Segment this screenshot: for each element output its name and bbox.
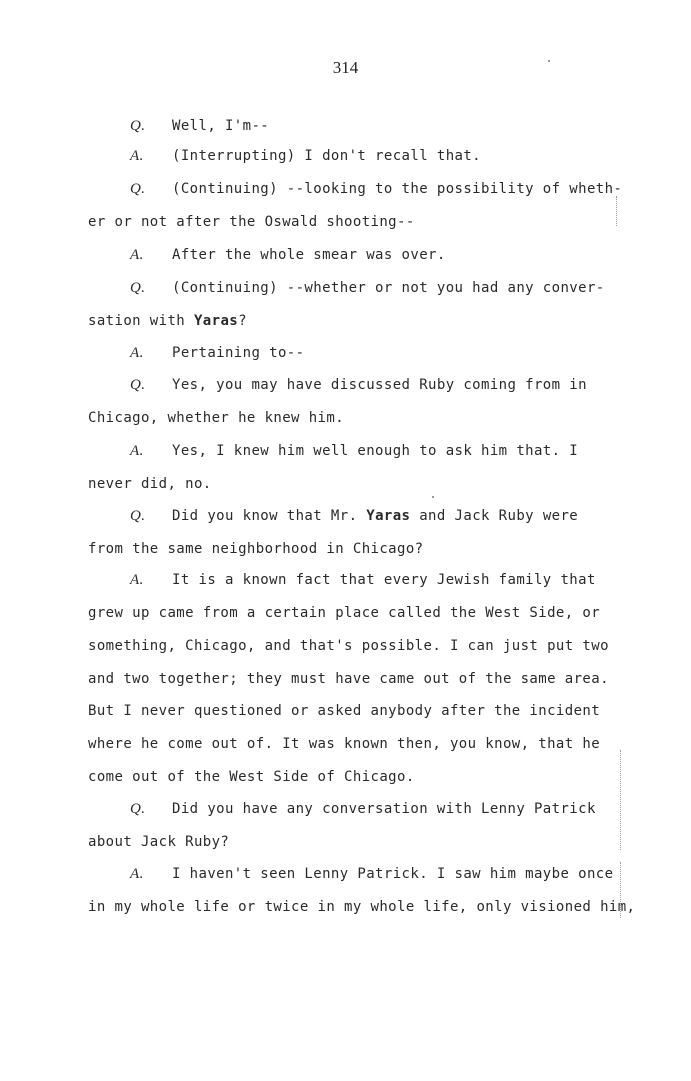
line-text: something, Chicago, and that's possible. I can just put two bbox=[88, 638, 609, 654]
transcript-line bbox=[130, 864, 613, 884]
transcript-line bbox=[130, 375, 587, 395]
transcript-line bbox=[130, 343, 304, 363]
margin-mark bbox=[616, 196, 617, 226]
transcript-line bbox=[88, 539, 424, 559]
speaker-label: A. bbox=[130, 443, 144, 459]
speaker-label: Q. bbox=[130, 377, 146, 393]
line-text: (Continuing) --looking to the possibility of wheth- bbox=[172, 181, 623, 197]
line-text: come out of the West Side of Chicago. bbox=[88, 769, 415, 785]
line-text: Yes, I knew him well enough to ask him that. I bbox=[172, 443, 579, 459]
transcript-line bbox=[88, 311, 247, 331]
transcript-line bbox=[88, 734, 600, 754]
speaker-label: A. bbox=[130, 148, 144, 164]
transcript-line bbox=[130, 146, 481, 166]
transcript-line bbox=[88, 408, 344, 428]
speaker-label: A. bbox=[130, 247, 144, 263]
line-text: Did you know that Mr. bbox=[172, 508, 367, 524]
speaker-label: A. bbox=[130, 572, 144, 588]
line-text: Did you have any conversation with Lenny Patrick bbox=[172, 801, 596, 817]
line-text: where he come out of. It was known then, you know, that he bbox=[88, 736, 601, 752]
line-text: ? bbox=[238, 313, 247, 329]
line-text: grew up came from a certain place called the West Side, or bbox=[88, 605, 601, 621]
line-text: Chicago, whether he knew him. bbox=[88, 410, 345, 426]
transcript-line bbox=[130, 278, 605, 298]
transcript-line bbox=[130, 441, 578, 461]
speaker-label: Q. bbox=[130, 280, 146, 296]
page-number: 314 bbox=[332, 58, 359, 77]
transcript-line bbox=[130, 179, 622, 199]
line-text: Yes, you may have discussed Ruby coming from in bbox=[172, 377, 587, 393]
transcript-line bbox=[88, 767, 415, 787]
line-text: sation with bbox=[88, 313, 194, 329]
speaker-label: Q. bbox=[130, 801, 146, 817]
margin-mark bbox=[620, 750, 621, 850]
speaker-label: Q. bbox=[130, 118, 146, 134]
margin-mark bbox=[620, 862, 621, 918]
line-text: in my whole life or twice in my whole life, only visioned him, bbox=[88, 899, 636, 915]
speaker-label: A. bbox=[130, 345, 144, 361]
line-text: and two together; they must have came out of the same area. bbox=[88, 671, 609, 687]
line-text: about Jack Ruby? bbox=[88, 834, 230, 850]
transcript-line bbox=[130, 245, 446, 265]
line-text: After the whole smear was over. bbox=[172, 247, 446, 263]
line-text: never did, no. bbox=[88, 476, 212, 492]
line-text: Pertaining to-- bbox=[172, 345, 305, 361]
line-text: (Continuing) --whether or not you had any conver- bbox=[172, 280, 605, 296]
transcript-line bbox=[130, 116, 269, 136]
line-text: (Interrupting) I don't recall that. bbox=[172, 148, 482, 164]
transcript-line bbox=[88, 897, 635, 917]
scan-speck bbox=[548, 60, 550, 62]
transcript-line bbox=[130, 570, 596, 590]
transcript-line bbox=[88, 603, 600, 623]
transcript-line bbox=[88, 212, 415, 232]
transcript-line bbox=[88, 669, 609, 689]
line-text: It is a known fact that every Jewish family that bbox=[172, 572, 596, 588]
line-text: Well, I'm-- bbox=[172, 118, 270, 134]
scan-speck bbox=[432, 496, 434, 498]
transcript-line bbox=[130, 799, 596, 819]
speaker-label: A. bbox=[130, 866, 144, 882]
line-text: er or not after the Oswald shooting-- bbox=[88, 214, 415, 230]
transcript-line bbox=[130, 506, 578, 526]
line-text: and Jack Ruby were bbox=[410, 508, 579, 524]
line-text: But I never questioned or asked anybody after the incident bbox=[88, 703, 601, 719]
person-name: Yaras bbox=[366, 508, 411, 524]
transcript-line bbox=[88, 701, 600, 721]
speaker-label: Q. bbox=[130, 508, 146, 524]
transcript-line bbox=[88, 636, 609, 656]
transcript-line bbox=[88, 832, 229, 852]
person-name: Yaras bbox=[193, 313, 239, 329]
line-text: from the same neighborhood in Chicago? bbox=[88, 541, 424, 557]
transcript-line bbox=[88, 474, 212, 494]
line-text: I haven't seen Lenny Patrick. I saw him maybe once bbox=[172, 866, 614, 882]
speaker-label: Q. bbox=[130, 181, 146, 197]
